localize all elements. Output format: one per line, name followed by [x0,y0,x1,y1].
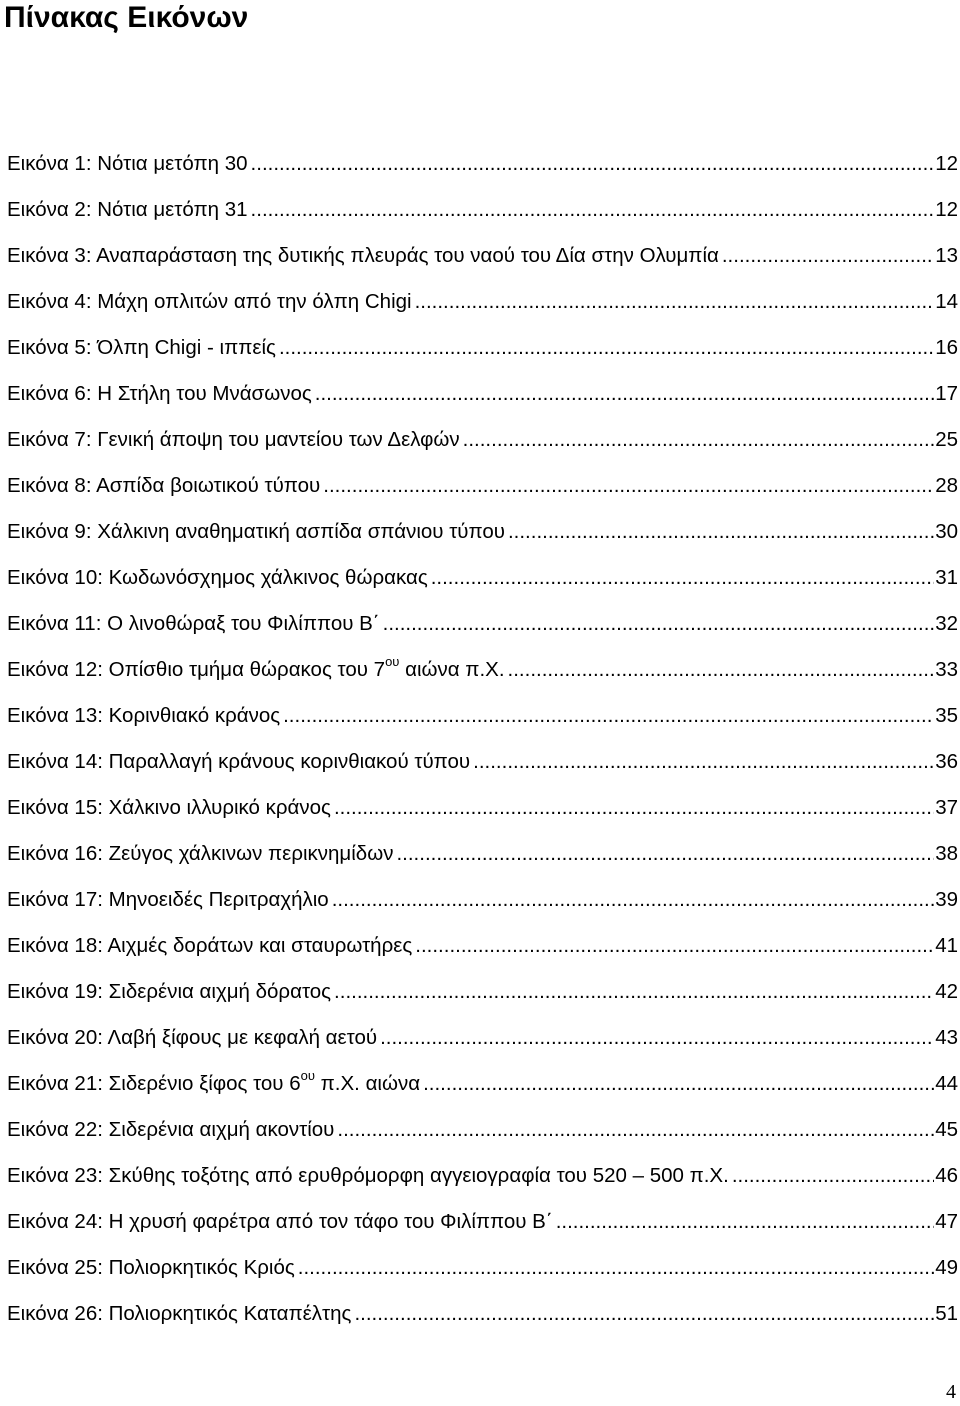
toc-dot-leader [251,187,935,233]
toc-entry[interactable] [7,831,958,877]
toc-entry[interactable] [7,601,958,647]
toc-entry-page: 32 [935,612,958,635]
toc-entry-page: 25 [935,428,958,451]
toc-entry-page: 45 [935,1118,958,1141]
toc-entry-label: Εικόνα 8: Ασπίδα βοιωτικού τύπου [7,474,321,497]
toc-entry-label-text: Εικόνα 12: Οπίσθιο τμήμα θώρακος του 7 [7,658,386,681]
toc-dot-leader [415,923,934,969]
toc-entry-page: 12 [935,152,958,175]
toc-entry[interactable] [7,463,958,509]
toc-entry[interactable] [7,1199,958,1245]
toc-entry-page: 33 [935,658,958,681]
toc-dot-leader [354,1291,934,1337]
toc-entry-label: Εικόνα 24: Η χρυσή φαρέτρα από τον τάφο του Φιλίππου Β΄ [7,1210,553,1233]
toc-entry-label: Εικόνα 5: Όλπη Chigi - ιππείς [7,336,276,359]
toc-entry-label: Εικόνα 17: Μηνοειδές Περιτραχήλιο [7,888,329,911]
toc-entry[interactable] [7,187,958,233]
toc-entry-label: Εικόνα 25: Πολιορκητικός Κριός [7,1256,295,1279]
toc-dot-leader [473,739,934,785]
toc-entry-label-text: π.Χ. αιώνα [314,1072,421,1095]
toc-dot-leader [396,831,934,877]
toc-dot-leader [332,877,934,923]
toc-entry-page: 42 [935,980,958,1003]
page-title: Πίνακας Εικόνων [4,1,249,34]
toc-entry-label: Εικόνα 23: Σκύθης τοξότης από ερυθρόμορφη αγγειογραφία του 520 – 500 π.Χ. [7,1164,729,1187]
toc-entry[interactable] [7,417,958,463]
toc-entry-label: Εικόνα 6: Η Στήλη του Μνάσωνος [7,382,312,405]
toc-entry[interactable] [7,325,958,371]
page-number: 4 [946,1381,956,1403]
toc-entry-label: Εικόνα 16: Ζεύγος χάλκινων περικνημίδων [7,842,394,865]
toc-dot-leader [383,601,935,647]
toc-entry-label-text: αιώνα π.Χ. [399,658,505,681]
toc-entry-label: Εικόνα 11: Ο λινοθώραξ του Φιλίππου Β΄ [7,612,380,635]
toc-entry-page: 41 [935,934,958,957]
toc-entry-label: Εικόνα 1: Νότια μετόπη 30 [7,152,248,175]
toc-entry-label: Εικόνα 15: Χάλκινο ιλλυρικό κράνος [7,796,331,819]
toc-dot-leader [323,463,934,509]
toc-entry[interactable] [7,233,958,279]
toc-entry-page: 47 [935,1210,958,1233]
toc-entry-label [7,1061,420,1107]
toc-entry-page: 14 [935,290,958,313]
toc-dot-leader [298,1245,934,1291]
toc-dot-leader [283,693,934,739]
toc-entry-label: Εικόνα 26: Πολιορκητικός Καταπέλτης [7,1302,352,1325]
toc-entry-label: Εικόνα 18: Αιχμές δοράτων και σταυρωτήρες [7,934,413,957]
toc-entry-label: Εικόνα 20: Λαβή ξίφους με κεφαλή αετού [7,1026,378,1049]
toc-dot-leader [556,1199,935,1245]
toc-entry-label [7,647,505,693]
toc-entry-label: Εικόνα 13: Κορινθιακό κράνος [7,704,281,727]
toc-dot-leader [722,233,934,279]
toc-dot-leader [732,1153,934,1199]
toc-dot-leader [251,141,935,187]
toc-entry[interactable] [7,969,958,1015]
ordinal-superscript: ου [385,654,400,669]
table-of-figures [7,141,958,1337]
toc-entry-page: 13 [935,244,958,267]
toc-entry-page: 17 [935,382,958,405]
toc-entry[interactable] [7,785,958,831]
toc-entry-page: 46 [935,1164,958,1187]
toc-dot-leader [508,509,934,555]
toc-entry[interactable] [7,1153,958,1199]
toc-dot-leader [431,555,934,601]
toc-entry-label: Εικόνα 10: Κωδωνόσχημος χάλκινος θώρακας [7,566,428,589]
toc-dot-leader [315,371,934,417]
toc-entry[interactable] [7,1245,958,1291]
toc-dot-leader [334,785,934,831]
toc-entry-page: 12 [935,198,958,221]
toc-dot-leader [337,1107,934,1153]
toc-dot-leader [423,1061,934,1107]
toc-entry-label: Εικόνα 4: Μάχη οπλιτών από την όλπη Chigi [7,290,412,313]
toc-entry-page: 43 [935,1026,958,1049]
toc-dot-leader [380,1015,934,1061]
toc-entry-label: Εικόνα 19: Σιδερένια αιχμή δόρατος [7,980,332,1003]
toc-entry-label: Εικόνα 22: Σιδερένια αιχμή ακοντίου [7,1118,335,1141]
toc-entry[interactable] [7,509,958,555]
toc-dot-leader [463,417,935,463]
ordinal-superscript: ου [300,1068,315,1083]
toc-entry-page: 39 [935,888,958,911]
toc-entry-page: 35 [935,704,958,727]
toc-entry-page: 28 [935,474,958,497]
toc-entry-page: 31 [935,566,958,589]
toc-entry-page: 30 [935,520,958,543]
toc-entry-page: 36 [935,750,958,773]
toc-entry-label: Εικόνα 2: Νότια μετόπη 31 [7,198,248,221]
toc-dot-leader [279,325,934,371]
toc-entry[interactable] [7,693,958,739]
toc-dot-leader [415,279,935,325]
toc-entry[interactable] [7,1107,958,1153]
toc-entry-label: Εικόνα 14: Παραλλαγή κράνους κορινθιακού τύπου [7,750,471,773]
toc-entry[interactable] [7,647,958,693]
toc-entry[interactable] [7,1015,958,1061]
toc-entry-page: 51 [935,1302,958,1325]
toc-entry-page: 16 [935,336,958,359]
toc-entry[interactable] [7,371,958,417]
toc-entry-page: 49 [935,1256,958,1279]
toc-entry[interactable] [7,1061,958,1107]
toc-entry-page: 37 [935,796,958,819]
toc-entry[interactable] [7,923,958,969]
toc-dot-leader [334,969,934,1015]
toc-entry-label: Εικόνα 7: Γενική άποψη του μαντείου των Δελφών [7,428,460,451]
toc-entry-label: Εικόνα 9: Χάλκινη αναθηματική ασπίδα σπάνιου τύπου [7,520,505,543]
toc-entry-page: 38 [935,842,958,865]
toc-entry[interactable] [7,279,958,325]
toc-entry[interactable] [7,141,958,187]
toc-entry[interactable] [7,877,958,923]
toc-entry[interactable] [7,1291,958,1337]
toc-entry-page: 44 [935,1072,958,1095]
toc-entry[interactable] [7,555,958,601]
toc-entry-label-text: Εικόνα 21: Σιδερένιο ξίφος του 6 [7,1072,301,1095]
toc-dot-leader [508,647,935,693]
toc-entry-label: Εικόνα 3: Αναπαράσταση της δυτικής πλευράς του ναού του Δία στην Ολυμπία [7,244,719,267]
toc-entry[interactable] [7,739,958,785]
